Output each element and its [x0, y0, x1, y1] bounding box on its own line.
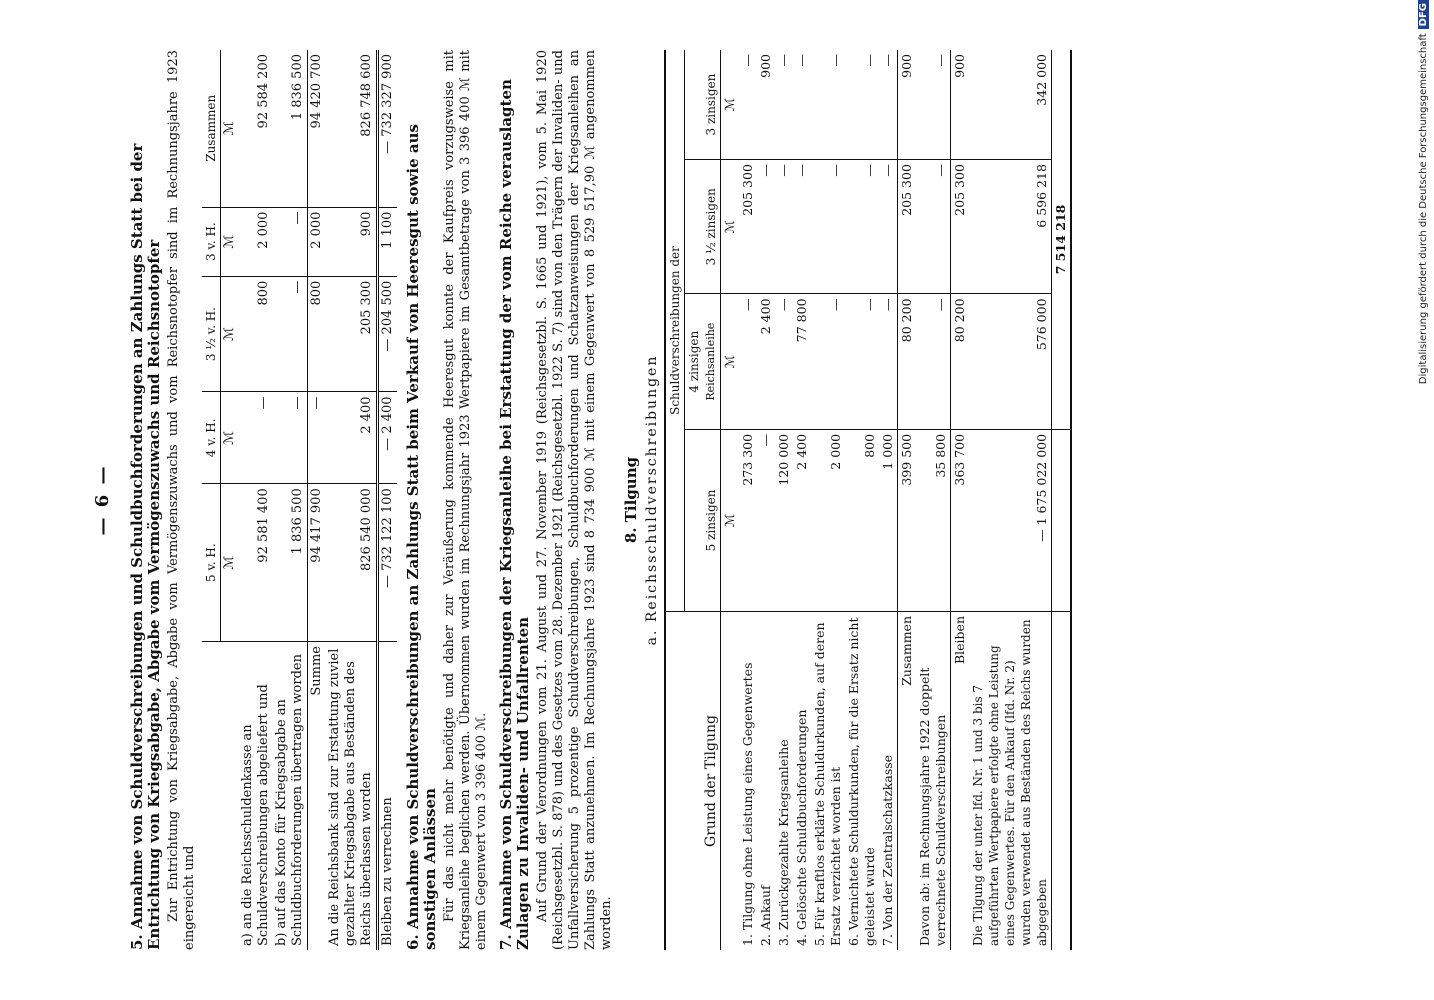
section-5-table [202, 50, 397, 950]
unit-label: ℳ [221, 276, 240, 392]
side-note: Digitalisierung gefördert durch die Deutsche ForschungsgemeinschaftDFG [1418, 0, 1432, 1000]
table-row: Die Tilgung der unter lfd. Nr. 1 und 3 bis 7 aufgeführten Wertpapiere erfolgte ohne Leistung eines Gegenwertes. Für den Ankauf (lfd. Nr. 2) wurden verwendet aus Beständen des Reichs wurden abgegeben — 1 675 022 000 576 000 6 596 218 342 000 [969, 50, 1052, 950]
table-row: An die Reichsbank sind zur Erstattung zuviel gezahlter Kriegsabgabe aus Beständen des Reichs überlassen worden 826 540 000 2 400 205 300 900 826 748 600 [326, 50, 378, 950]
section-7-heading: 7. Annahme von Schuldverschreibungen der Kriegsanleihe bei Erstattung der vom Reiche verauslagten Zulagen zu Invaliden- und Unfallrenten [497, 79, 532, 950]
section-5-intro: Zur Entrichtung von Kriegsabgabe, Abgabe vom Vermögenszuwachs und vom Reichsnotopfer sind im Rechnungsjahre 1923 eingereicht und [166, 50, 197, 950]
col-header: 3 zinsigen [685, 50, 721, 160]
dfg-logo: DFG [1418, 0, 1429, 29]
table-row: Zusammen 399 500 80 200 205 300 900 [898, 50, 917, 950]
col-header: Grund der Tilgung [665, 612, 721, 951]
unit-label: ℳ [221, 484, 240, 642]
row-label: An die Reichsbank sind zur Erstattung zuviel gezahlter Kriegsabgabe aus Beständen des Reichs überlassen worden [327, 648, 374, 946]
section-6-text: Für das nicht mehr benötigte und daher zur Veräußerung kommende Heeresgut konnte der Kaufpreis vorzugsweise mit Kriegsanleihe beglichen werden. Übernommen wurden im Rechnungsjahr 1923 Wertpapiere im Gesamtbetrage von 3 396 400 ℳ mit einem Gegenwert von 3 396 400 ℳ. [442, 50, 489, 950]
unit-label: ℳ [721, 50, 740, 160]
table-row: 1. Tilgung ohne Leistung eines Gegenwertes 273 300 — 205 300 — [739, 50, 757, 950]
section-5-heading: 5. Annahme von Schuldverschreibungen und Schuldbuchforderungen an Zahlungs Statt bei der Entrichtung von Kriegsabgabe, Abgabe vom Vermögenszuwachs und Reichsnotopfer [128, 143, 163, 950]
section-8-table [664, 50, 1072, 950]
table-row: Davon ab: im Rechnungsjahre 1922 doppelt verrechnete Schuldverschreibungen 35 800 — — — [916, 50, 951, 950]
col-header: 4 v. H. [202, 392, 221, 484]
unit-label: ℳ [221, 207, 240, 276]
table-row: Bleiben 363 700 80 200 205 300 900 [951, 50, 970, 950]
col-header: Zusammen [202, 50, 221, 207]
section-7-text: Auf Grund der Verordnungen vom 21. August und 27. November 1919 (Reichsgesetzbl. S. 1665 und 1921), vom 5. Mai 1920 (Reichsgesetzbl. S. 878) und des Gesetzes vom 28. Dezember 1921 (Reichsgesetzbl. 1922 S. 7) sind von den Trägern der Invaliden- und Unfallversicherung 5 prozentige Schuldverschreibungen, Schuldbuchforderungen und Schatzanweisungen der Kriegsanleihen an Zahlungs Statt anzunehmen. Im Rechnungsjahre 1923 sind 8 734 900 ℳ mit einem Gegenwert von 8 529 517,90 ℳ angenommen worden. [535, 50, 614, 950]
rotated-page [92, 50, 1385, 950]
unit-label: ℳ [721, 429, 740, 611]
unit-label: ℳ [721, 160, 740, 294]
unit-label: ℳ [221, 50, 240, 207]
table-row: 3. Zurückgezahlte Kriegsanleihe 120 000 — — — [775, 50, 793, 950]
page-number: — 6 — [92, 464, 113, 536]
table-row: a) an die Reichsschuldenkasse an Schuldverschreibungen abgeliefert und 92 581 400 — 800 2 000 92 584 200 [239, 50, 273, 950]
table-row: 6. Vernichtete Schuldurkunden, für die Ersatz nicht geleistet wurde 800 — — — [845, 50, 879, 950]
row-label: b) auf das Konto für Kriegsabgabe an Schuldbuchforderungen übertragen worden [274, 654, 305, 946]
table-row: 2. Ankauf — 2 400 — 900 [757, 50, 775, 950]
table-row: Summe 94 417 900 — 800 2 000 94 420 700 [308, 50, 327, 950]
section-6-heading: 6. Annahme von Schuldverschreibungen an Zahlungs Statt beim Verkauf von Heeresgut sowie aus sonstigen Anlässen [404, 124, 439, 950]
row-label: Summe [308, 642, 327, 951]
col-header: 5 v. H. [202, 484, 221, 642]
row-label: Bleiben zu verrechnen [378, 642, 398, 951]
table-row: 7. Von der Zentralschatzkasse 1 000 — — — [879, 50, 898, 950]
col-header: 5 zinsigen [685, 429, 721, 611]
table-row: 5. Für kraftlos erklärte Schuldurkunden, auf deren Ersatz verzichtet worden ist 2 000 — — — [811, 50, 845, 950]
table-row [1052, 50, 1072, 950]
col-group-header: Schuldverschreibungen der [665, 50, 685, 612]
col-header: 3 ½ v. H. [202, 276, 221, 392]
unit-label: ℳ [221, 392, 240, 484]
unit-label: ℳ [721, 294, 740, 429]
total-value: 7 514 218 [1052, 50, 1072, 429]
table-row: 4. Gelöschte Schuldbuchforderungen 2 400 77 800 — — [793, 50, 811, 950]
col-header: 3 ½ zinsigen [685, 160, 721, 294]
section-8-heading: 8. Tilgung [622, 456, 640, 544]
section-8-subheading: a. Reichsschuldverschreibungen [644, 354, 660, 646]
col-header: 3 v. H. [202, 207, 221, 276]
table-row: b) auf das Konto für Kriegsabgabe an Schuldbuchforderungen übertragen worden 1 836 500 — — — 1 836 500 [273, 50, 308, 950]
table-row: Bleiben zu verrechnen — 732 122 100 — 2 400 — 204 500 1 100 — 732 327 900 [378, 50, 398, 950]
row-label: a) an die Reichsschuldenkasse an Schuldverschreibungen abgeliefert und [240, 684, 271, 946]
col-header: 4 zinsigen Reichsanleihe [685, 294, 721, 429]
